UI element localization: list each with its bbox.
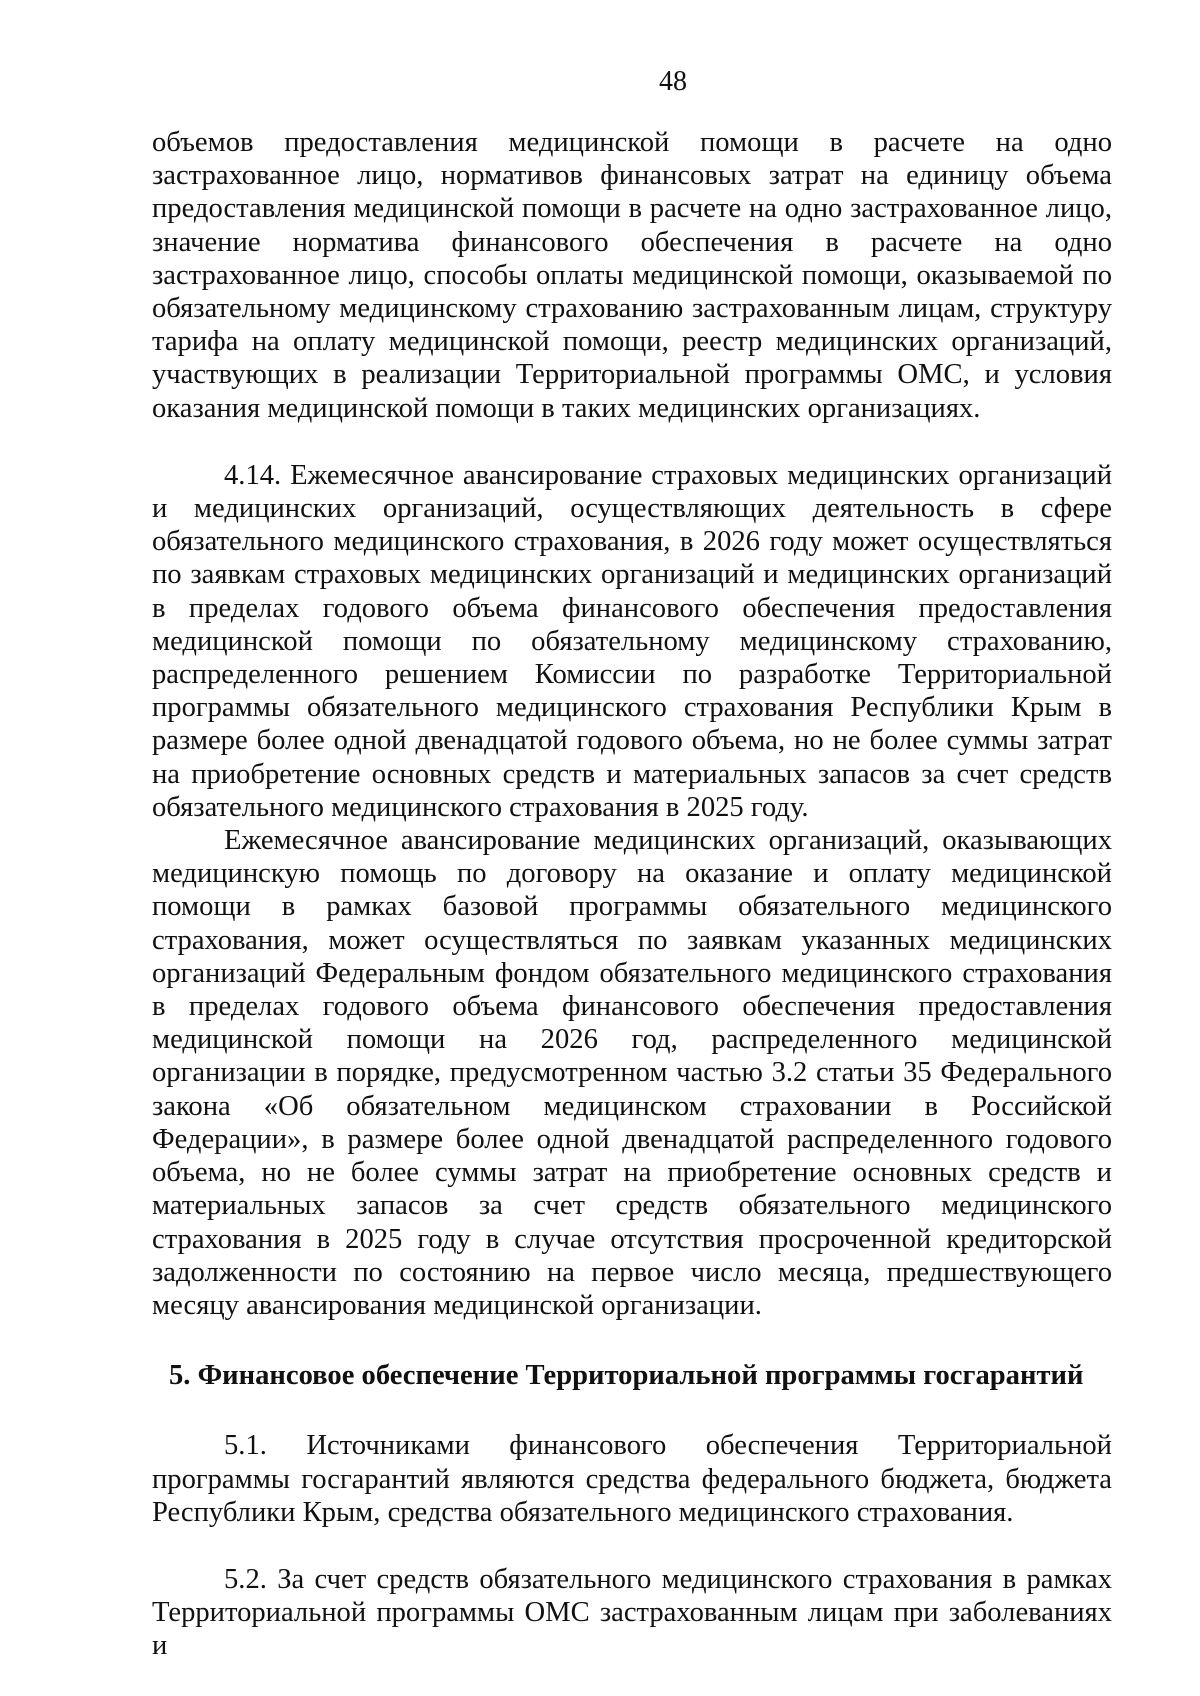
section-heading: 5. Финансовое обеспечение Территориальной программы госгарантий xyxy=(169,1360,1084,1392)
paragraph-monthly-advance: Ежемесячное авансирование медицинских организаций, оказывающих медицинскую помощь по договору на оказание и оплату медицинской помощи в рамках базовой программы обязательного медицинского страхования, может осуществляться по заявкам указанных медицинских организаций Федеральным фондом обязательного медицинского страхования в пределах годового объема финансового обеспечения предоставления медицинской помощи на 2026 год, распределенного медицинской организации в порядке, предусмотренном частью 3.2 статьи 35 Федерального закона «Об обязательном медицинском страховании в Российской Федерации», в размере более одной двенадцатой распределенного годового объема, но не более суммы затрат на приобретение основных средств и материальных запасов за счет средств обязательного медицинского страхования в 2025 году в случае отсутствия просроченной кредиторской задолженности по состоянию на первое число месяца, предшествующего месяцу авансирования медицинской организации. xyxy=(152,825,1112,1321)
paragraph-continuation: объемов предоставления медицинской помощи в расчете на одно застрахованное лицо, нормативов финансовых затрат на единицу объема предоставления медицинской помощи в расчете на одно застрахованное лицо, значение норматива финансового обеспечения в расчете на одно застрахованное лицо, способы оплаты медицинской помощи, оказываемой по обязательному медицинскому страхованию застрахованным лицам, структуру тарифа на оплату медицинской помощи, реестр медицинских организаций, участвующих в реализации Территориальной программы ОМС, и условия оказания медицинской помощи в таких медицинских организациях. xyxy=(152,127,1112,424)
paragraph-4-14: 4.14. Ежемесячное авансирование страховых медицинских организаций и медицинских организаций, осуществляющих деятельность в сфере обязательного медицинского страхования, в 2026 году может осуществляться по заявкам страховых медицинских организаций и медицинских организаций в пределах годового объема финансового обеспечения предоставления медицинской помощи по обязательному медицинскому страхованию, распределенного решением Комиссии по разработке Территориальной программы обязательного медицинского страхования Республики Крым в размере более одной двенадцатой годового объема, но не более суммы затрат на приобретение основных средств и материальных запасов за счет средств обязательного медицинского страхования в 2025 году. xyxy=(152,459,1112,823)
paragraph-5-1: 5.1. Источниками финансового обеспечения Территориальной программы госгарантий являются средства федерального бюджета, бюджета Республики Крым, средства обязательного медицинского страхования. xyxy=(152,1430,1112,1528)
page-number: 48 xyxy=(659,66,687,97)
document-body xyxy=(152,126,1112,1663)
paragraph-5-2: 5.2. За счет средств обязательного медицинского страхования в рамках Территориальной программы ОМС застрахованным лицам при заболеваниях и xyxy=(152,1563,1112,1662)
